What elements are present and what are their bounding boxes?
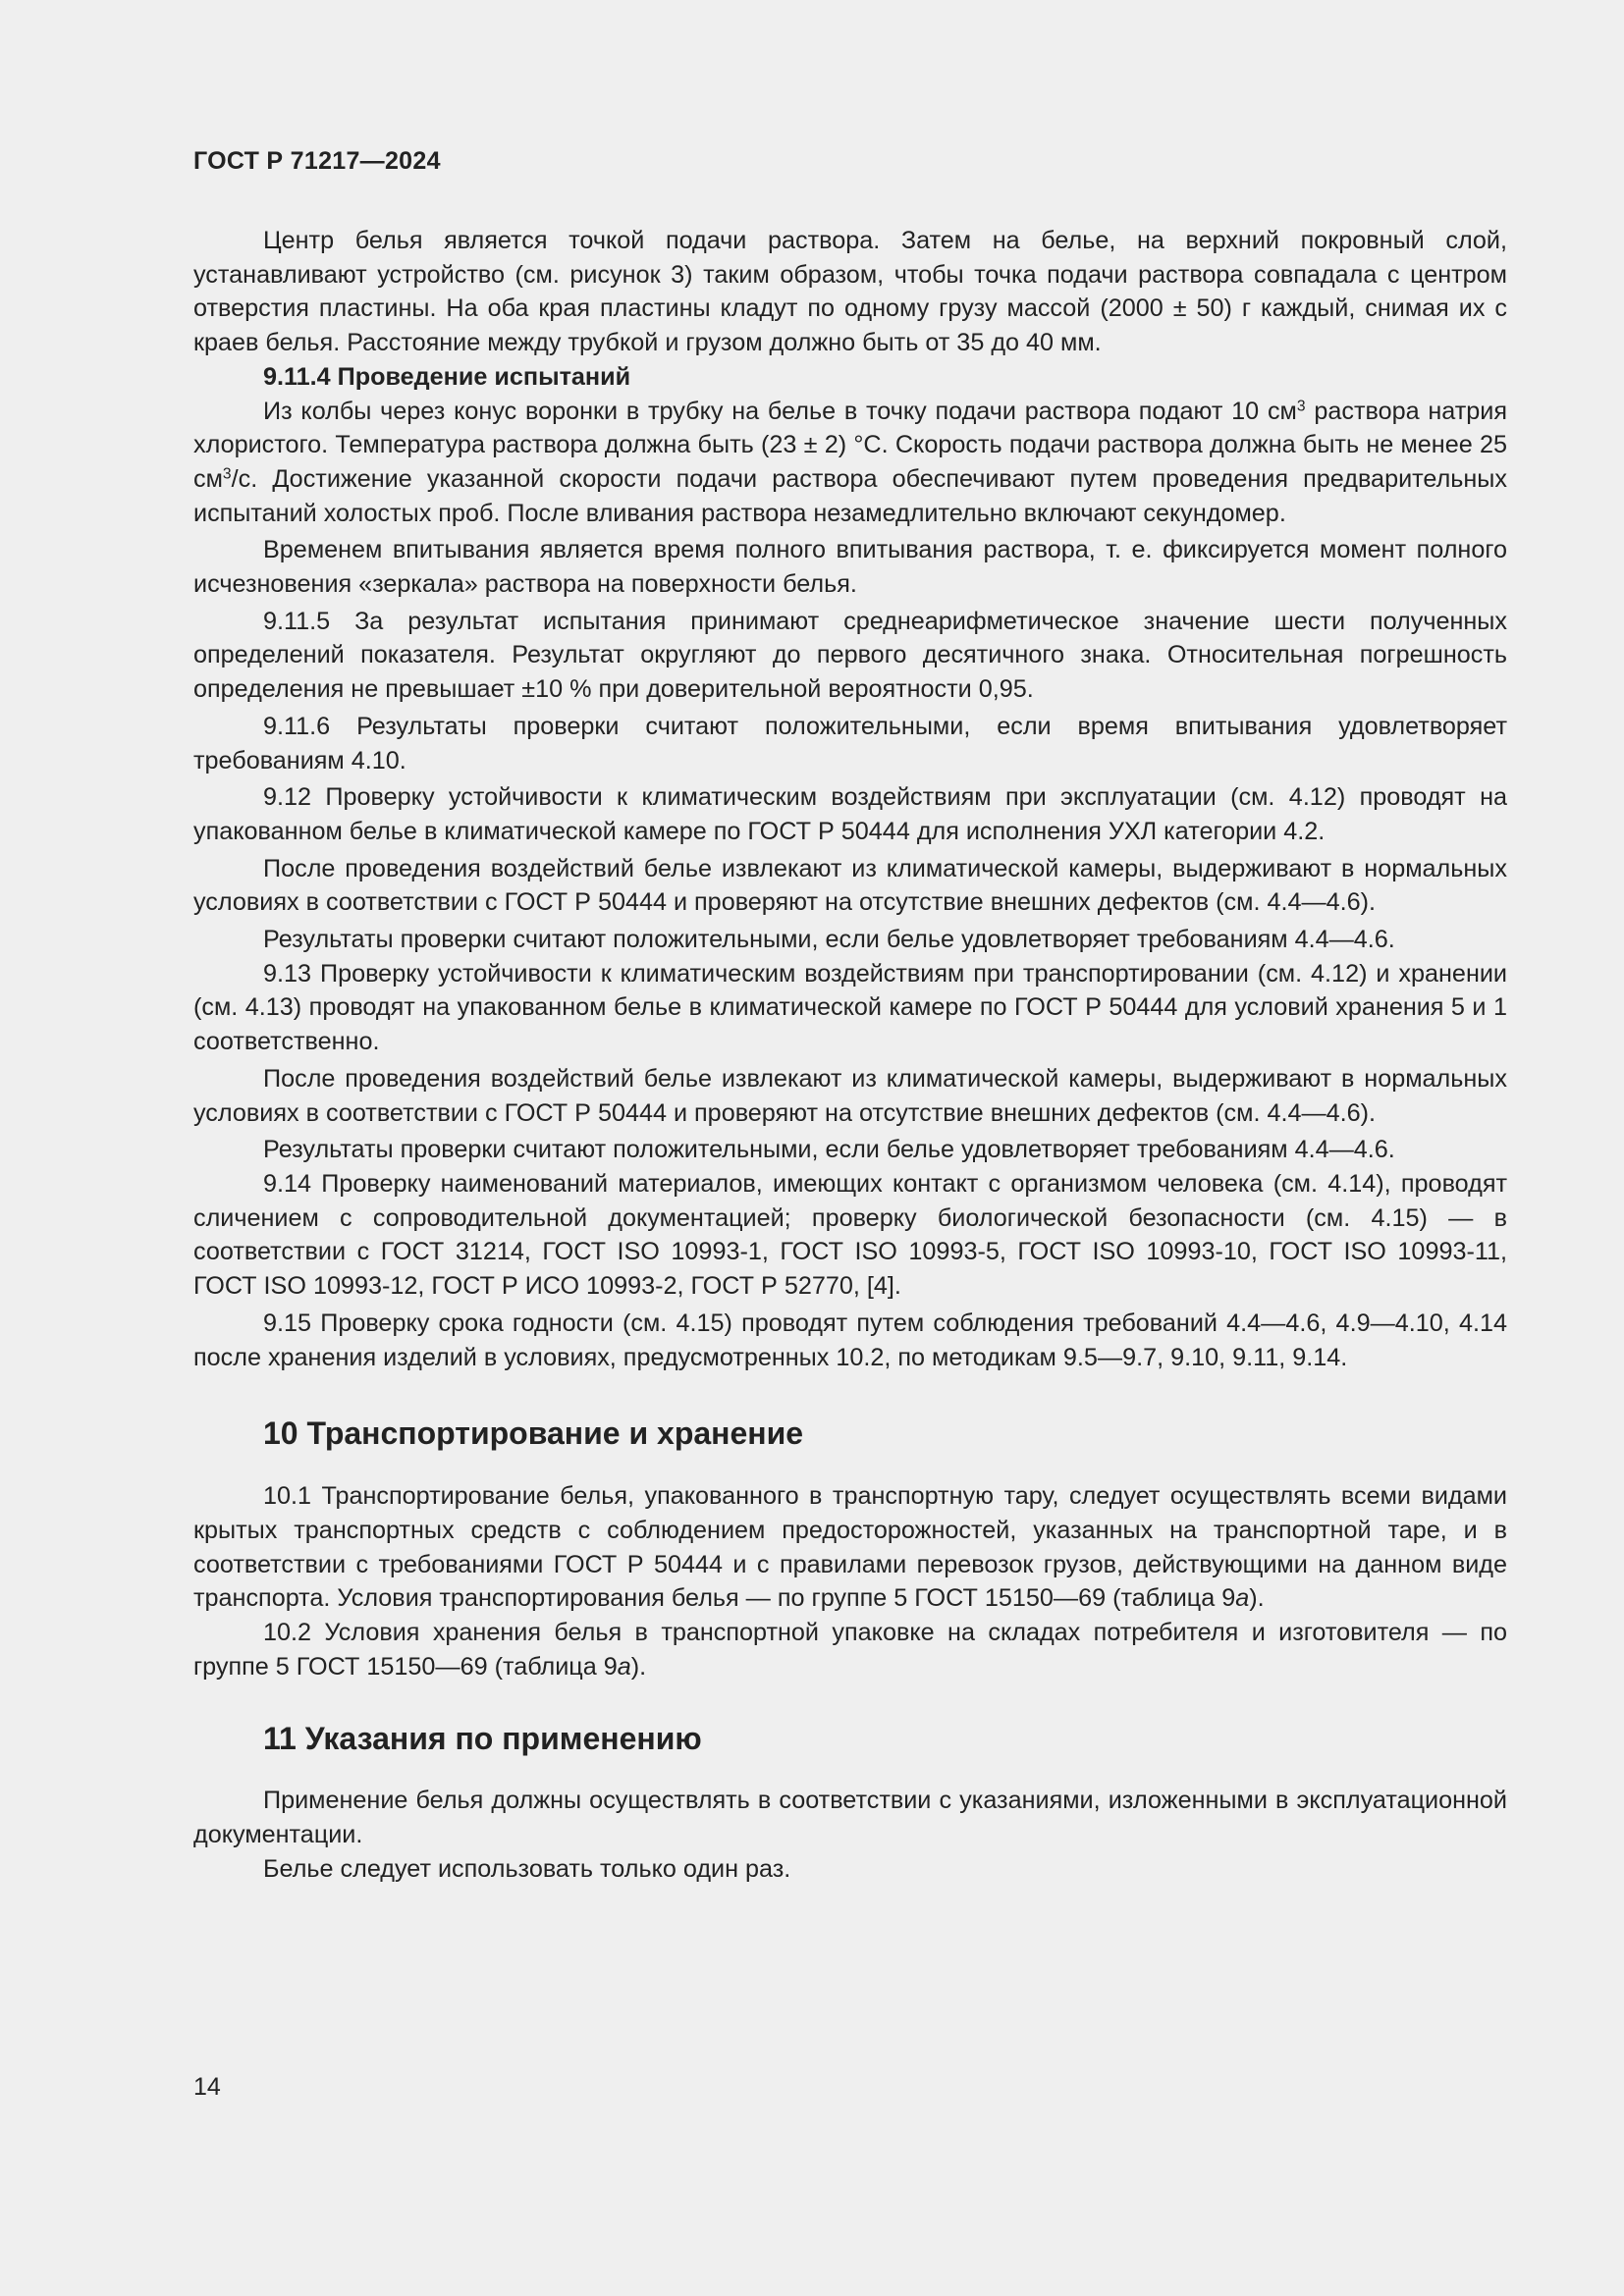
paragraph: 9.11.6 Результаты проверки считают положительными, если время впитывания удовлетворяет требованиям 4.10.	[193, 712, 1507, 774]
paragraph: Белье следует использовать только один раз.	[263, 1854, 791, 1883]
document-body	[193, 224, 1507, 1887]
document-code-header: ГОСТ Р 71217—2024	[193, 147, 441, 175]
paragraph: После проведения воздействий белье извлекают из климатической камеры, выдерживают в нормальных условиях в соответствии с ГОСТ Р 50444 и проверяют на отсутствие внешних дефектов (см. 4.4—4.6).	[193, 1064, 1507, 1127]
paragraph: 9.13 Проверку устойчивости к климатическим воздействиям при транспортировании (см. 4.12) и хранении (см. 4.13) проводят на упакованном белье в климатической камере по ГОСТ Р 50444 для условий хранения 5 и 1 соответственно.	[193, 959, 1507, 1056]
paragraph: Временем впитывания является время полного впитывания раствора, т. е. фиксируется момент полного исчезновения «зеркала» раствора на поверхности белья.	[193, 536, 1507, 599]
paragraph: Результаты проверки считают положительными, если белье удовлетворяет требованиям 4.4—4.6.	[263, 1136, 1395, 1164]
paragraph: Из колбы через конус воронки в трубку на белье в точку подачи раствора подают 10 $см^3$ раствора натрия хлористого. Температура раствора должна быть (23 ± 2) °С. Скорость подачи раствора должна быть не менее 25 $см^3/с$. Достижение указанной скорости подачи раствора обеспечивают путем проведения предварительных испытаний холостых проб. После вливания раствора незамедлительно включают секундомер.	[193, 397, 1507, 527]
paragraph: 9.11.5 За результат испытания принимают среднеарифметическое значение шести полученных определений показателя. Результат округляют до первого десятичного знака. Относительная погрешность определения не превышает ±10 % при доверительной вероятности 0,95.	[193, 607, 1507, 704]
paragraph: 10.1 Транспортирование белья, упакованного в транспортную тару, следует осуществлять всеми видами крытых транспортных средств с соблюдением предосторожностей, указанных на транспортной таре, и в соответствии с требованиями ГОСТ Р 50444 и с правилами перевозок грузов, действующими на данном виде транспорта. Условия транспортирования белья — по группе 5 ГОСТ 15150—69 (таблица 9а).	[193, 1482, 1507, 1613]
paragraph: 10.2 Условия хранения белья в транспортной упаковке на складах потребителя и изготовителя — по группе 5 ГОСТ 15150—69 (таблица 9а).	[193, 1619, 1507, 1681]
paragraph: Результаты проверки считают положительными, если белье удовлетворяет требованиям 4.4—4.6.	[263, 926, 1395, 954]
paragraph: Применение белья должны осуществлять в соответствии с указаниями, изложенными в эксплуатационной документации.	[193, 1787, 1507, 1849]
section-heading-11: 11 Указания по применению	[263, 1721, 702, 1757]
paragraph: 9.15 Проверку срока годности (см. 4.15) проводят путем соблюдения требований 4.4—4.6, 4.9—4.10, 4.14 после хранения изделий в условиях, предусмотренных 10.2, по методикам 9.5—9.7, 9.10, 9.11, 9.14.	[193, 1308, 1507, 1371]
paragraph: 9.14 Проверку наименований материалов, имеющих контакт с организмом человека (см. 4.14), проводят сличением с сопроводительной документацией; проверку биологической безопасности (см. 4.15) — в соответствии с ГОСТ 31214, ГОСТ ISO 10993-1, ГОСТ ISO 10993-5, ГОСТ ISO 10993-10, ГОСТ ISO 10993-11, ГОСТ ISO 10993-12, ГОСТ Р ИСО 10993-2, ГОСТ Р 52770, [4].	[193, 1169, 1507, 1301]
section-heading-10: 10 Транспортирование и хранение	[263, 1415, 804, 1452]
page-number: 14	[193, 2073, 221, 2101]
paragraph: 9.12 Проверку устойчивости к климатическим воздействиям при эксплуатации (см. 4.12) проводят на упакованном белье в климатической камере по ГОСТ Р 50444 для исполнения УХЛ категории 4.2.	[193, 783, 1507, 845]
paragraph: После проведения воздействий белье извлекают из климатической камеры, выдерживают в нормальных условиях в соответствии с ГОСТ Р 50444 и проверяют на отсутствие внешних дефектов (см. 4.4—4.6).	[193, 854, 1507, 917]
subsection-heading-9-11-4: 9.11.4 Проведение испытаний	[263, 362, 631, 391]
paragraph: Центр белья является точкой подачи раствора. Затем на белье, на верхний покровный слой, устанавливают устройство (см. рисунок 3) таким образом, чтобы точка подачи раствора совпадала с центром отверстия пластины. На оба края пластины кладут по одному грузу массой (2000 ± 50) г каждый, снимая их с краев белья. Расстояние между трубкой и грузом должно быть от 35 до 40 мм.	[193, 227, 1507, 357]
